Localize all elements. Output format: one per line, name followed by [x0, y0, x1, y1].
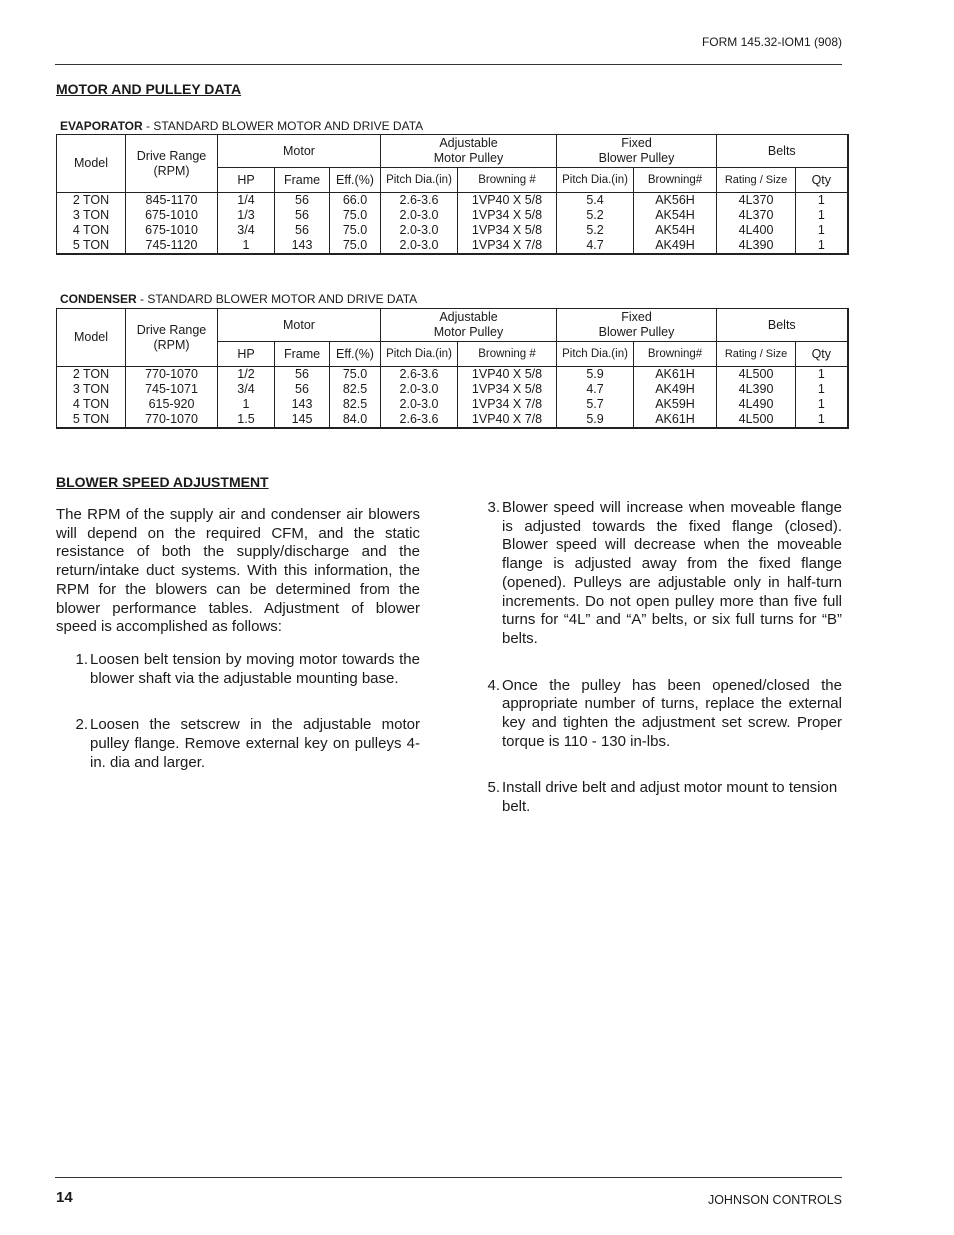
col-adjustable-pulley	[381, 135, 557, 168]
table-row	[57, 397, 848, 412]
cell-hp: 1	[218, 397, 275, 412]
col-fixed-pulley-line2: Blower Pulley	[598, 151, 675, 165]
col-adjustable-pulley	[381, 309, 557, 342]
col-qty: Qty	[796, 168, 848, 193]
cell-qty: 1	[796, 208, 848, 223]
cell-qty: 1	[796, 238, 848, 254]
cell-drive-range: 745-1071	[126, 382, 218, 397]
table-row	[57, 382, 848, 397]
header-divider	[55, 64, 842, 65]
page-number: 14	[56, 1189, 73, 1206]
col-drive-range	[126, 135, 218, 193]
cell-browning-adj: 1VP40 X 5/8	[458, 367, 557, 383]
cell-browning-fixed: AK54H	[634, 223, 717, 238]
cell-hp: 1/3	[218, 208, 275, 223]
cell-pitch-dia-fixed: 5.9	[557, 412, 634, 428]
table-row	[57, 238, 848, 254]
cell-hp: 3/4	[218, 382, 275, 397]
cell-model: 2 TON	[57, 193, 126, 209]
cell-hp: 1/2	[218, 367, 275, 383]
cell-pitch-dia-fixed: 5.9	[557, 367, 634, 383]
cell-qty: 1	[796, 223, 848, 238]
cell-pitch-dia-adj: 2.0-3.0	[381, 397, 458, 412]
form-id: FORM 145.32-IOM1 (908)	[701, 35, 842, 49]
cell-eff: 75.0	[330, 208, 381, 223]
cell-model: 5 TON	[57, 238, 126, 254]
cell-rating-size: 4L390	[717, 382, 796, 397]
cell-pitch-dia-adj: 2.0-3.0	[381, 382, 458, 397]
right-column	[484, 499, 842, 817]
cell-drive-range: 770-1070	[126, 412, 218, 428]
step-number: 2.	[75, 716, 88, 734]
col-motor: Motor	[218, 135, 381, 168]
cell-hp: 1	[218, 238, 275, 254]
condenser-table	[56, 308, 849, 429]
cell-rating-size: 4L370	[717, 193, 796, 209]
cell-pitch-dia-fixed: 4.7	[557, 238, 634, 254]
step-5	[484, 779, 842, 816]
cell-pitch-dia-fixed: 4.7	[557, 382, 634, 397]
cell-browning-adj: 1VP40 X 7/8	[458, 412, 557, 428]
cell-model: 3 TON	[57, 208, 126, 223]
cell-eff: 75.0	[330, 223, 381, 238]
cell-drive-range: 845-1170	[126, 193, 218, 209]
cell-drive-range: 770-1070	[126, 367, 218, 383]
col-hp: HP	[218, 168, 275, 193]
intro-paragraph: The RPM of the supply air and condenser air blowers will depend on the required CFM, and the static resistance of both the supply/discharge and the return/intake duct systems. With this information, the RPM for the blowers can be determined from the blower performance tables. Adjustment of blower speed is accomplished as follows:	[56, 506, 420, 636]
col-eff: Eff.(%)	[330, 168, 381, 193]
cell-model: 2 TON	[57, 367, 126, 383]
col-belts: Belts	[717, 309, 848, 342]
cell-browning-fixed: AK49H	[634, 238, 717, 254]
col-fixed-pulley-line2: Blower Pulley	[598, 325, 675, 339]
col-eff: Eff.(%)	[330, 342, 381, 367]
step-text: Install drive belt and adjust motor mount to tension belt.	[502, 779, 838, 816]
cell-pitch-dia-adj: 2.0-3.0	[381, 238, 458, 254]
cell-hp: 3/4	[218, 223, 275, 238]
cell-frame: 143	[275, 238, 330, 254]
cell-rating-size: 4L490	[717, 397, 796, 412]
col-adjustable-pulley-line1: Adjustable	[439, 136, 498, 150]
col-qty: Qty	[796, 342, 848, 367]
col-fixed-pulley	[557, 135, 717, 168]
evaporator-caption-rest: - STANDARD BLOWER MOTOR AND DRIVE DATA	[142, 119, 424, 133]
col-pitch-dia-fixed: Pitch Dia.(in)	[557, 168, 634, 193]
cell-pitch-dia-fixed: 5.2	[557, 208, 634, 223]
col-browning-fixed: Browning#	[634, 342, 717, 367]
cell-qty: 1	[796, 193, 848, 209]
cell-browning-adj: 1VP34 X 5/8	[458, 223, 557, 238]
cell-eff: 82.5	[330, 382, 381, 397]
section-title: MOTOR AND PULLEY DATA	[56, 81, 242, 97]
cell-frame: 56	[275, 208, 330, 223]
cell-frame: 145	[275, 412, 330, 428]
cell-browning-fixed: AK49H	[634, 382, 717, 397]
cell-qty: 1	[796, 397, 848, 412]
col-rating-size: Rating / Size	[717, 168, 796, 193]
cell-eff: 84.0	[330, 412, 381, 428]
step-text: Blower speed will increase when moveable flange is adjusted towards the fixed flange (closed). Blower speed will decrease when the moveable flange is adjusted away from the fixed flange (opened). Pulleys are adjustable only in half-turn increments. Do not open pulley more than five full turns for “4L” and “A” belts, or six full turns for “B” belts.	[502, 499, 842, 647]
step-3	[484, 499, 842, 649]
cell-browning-adj: 1VP34 X 7/8	[458, 397, 557, 412]
cell-browning-fixed: AK61H	[634, 412, 717, 428]
col-adjustable-pulley-line2: Motor Pulley	[433, 325, 504, 339]
table-row	[57, 412, 848, 428]
cell-rating-size: 4L400	[717, 223, 796, 238]
cell-browning-fixed: AK56H	[634, 193, 717, 209]
col-rating-size: Rating / Size	[717, 342, 796, 367]
step-4	[484, 677, 842, 752]
blower-section-title: BLOWER SPEED ADJUSTMENT	[56, 474, 269, 490]
cell-eff: 66.0	[330, 193, 381, 209]
step-number: 5.	[487, 779, 500, 797]
col-drive-range	[126, 309, 218, 367]
cell-drive-range: 615-920	[126, 397, 218, 412]
cell-pitch-dia-adj: 2.6-3.6	[381, 412, 458, 428]
cell-drive-range: 675-1010	[126, 208, 218, 223]
col-drive-range-label: Drive Range	[136, 148, 207, 163]
cell-frame: 56	[275, 367, 330, 383]
cell-drive-range: 675-1010	[126, 223, 218, 238]
col-drive-range-unit: (RPM)	[153, 163, 190, 178]
col-frame: Frame	[275, 168, 330, 193]
cell-frame: 56	[275, 382, 330, 397]
evaporator-caption-bold: EVAPORATOR	[60, 119, 143, 133]
cell-browning-adj: 1VP34 X 7/8	[458, 238, 557, 254]
col-belts: Belts	[717, 135, 848, 168]
cell-qty: 1	[796, 412, 848, 428]
cell-pitch-dia-fixed: 5.4	[557, 193, 634, 209]
cell-hp: 1/4	[218, 193, 275, 209]
company-name: JOHNSON CONTROLS	[707, 1193, 842, 1207]
cell-frame: 143	[275, 397, 330, 412]
col-fixed-pulley	[557, 309, 717, 342]
condenser-caption-bold: CONDENSER	[60, 292, 137, 306]
cell-eff: 75.0	[330, 367, 381, 383]
cell-hp: 1.5	[218, 412, 275, 428]
col-model: Model	[57, 309, 126, 367]
cell-pitch-dia-fixed: 5.7	[557, 397, 634, 412]
cell-model: 4 TON	[57, 397, 126, 412]
step-text: Loosen the setscrew in the adjustable motor pulley flange. Remove external key on pulleys 4-in. dia and larger.	[90, 716, 420, 771]
col-fixed-pulley-line1: Fixed	[621, 136, 652, 150]
table-row	[57, 367, 848, 383]
step-text: Loosen belt tension by moving motor towards the blower shaft via the adjustable mounting base.	[90, 650, 420, 687]
cell-browning-adj: 1VP40 X 5/8	[458, 193, 557, 209]
col-pitch-dia-adj: Pitch Dia.(in)	[381, 168, 458, 193]
step-number: 1.	[75, 650, 88, 668]
step-2	[56, 716, 420, 772]
cell-drive-range: 745-1120	[126, 238, 218, 254]
cell-qty: 1	[796, 367, 848, 383]
cell-pitch-dia-adj: 2.6-3.6	[381, 367, 458, 383]
evaporator-caption	[60, 119, 423, 133]
col-motor: Motor	[218, 309, 381, 342]
col-fixed-pulley-line1: Fixed	[621, 310, 652, 324]
cell-pitch-dia-adj: 2.6-3.6	[381, 193, 458, 209]
col-pitch-dia-fixed: Pitch Dia.(in)	[557, 342, 634, 367]
step-1	[56, 651, 420, 688]
step-text: Once the pulley has been opened/closed the appropriate number of turns, replace the external key and tighten the adjustment set screw. Proper torque is 110 - 130 in-lbs.	[502, 676, 842, 750]
col-hp: HP	[218, 342, 275, 367]
cell-browning-adj: 1VP34 X 5/8	[458, 208, 557, 223]
cell-model: 3 TON	[57, 382, 126, 397]
col-model: Model	[57, 135, 126, 193]
cell-rating-size: 4L500	[717, 367, 796, 383]
table-row	[57, 193, 848, 209]
col-drive-range-unit: (RPM)	[153, 337, 190, 352]
cell-frame: 56	[275, 193, 330, 209]
condenser-caption-rest: - STANDARD BLOWER MOTOR AND DRIVE DATA	[136, 292, 418, 306]
col-adjustable-pulley-line1: Adjustable	[439, 310, 498, 324]
cell-pitch-dia-adj: 2.0-3.0	[381, 223, 458, 238]
cell-browning-fixed: AK61H	[634, 367, 717, 383]
condenser-caption	[60, 292, 417, 306]
table-row	[57, 223, 848, 238]
cell-qty: 1	[796, 382, 848, 397]
cell-rating-size: 4L370	[717, 208, 796, 223]
cell-pitch-dia-adj: 2.0-3.0	[381, 208, 458, 223]
cell-eff: 75.0	[330, 238, 381, 254]
col-drive-range-label: Drive Range	[136, 322, 207, 337]
col-frame: Frame	[275, 342, 330, 367]
cell-eff: 82.5	[330, 397, 381, 412]
left-column	[56, 506, 420, 772]
cell-model: 5 TON	[57, 412, 126, 428]
step-number: 4.	[487, 676, 500, 694]
cell-pitch-dia-fixed: 5.2	[557, 223, 634, 238]
cell-rating-size: 4L390	[717, 238, 796, 254]
footer-divider	[55, 1177, 842, 1178]
col-browning-adj: Browning #	[458, 342, 557, 367]
step-number: 3.	[487, 499, 500, 516]
col-browning-adj: Browning #	[458, 168, 557, 193]
cell-browning-fixed: AK59H	[634, 397, 717, 412]
table-row	[57, 208, 848, 223]
cell-rating-size: 4L500	[717, 412, 796, 428]
evaporator-table	[56, 134, 849, 255]
col-browning-fixed: Browning#	[634, 168, 717, 193]
cell-frame: 56	[275, 223, 330, 238]
cell-browning-adj: 1VP34 X 5/8	[458, 382, 557, 397]
cell-browning-fixed: AK54H	[634, 208, 717, 223]
cell-model: 4 TON	[57, 223, 126, 238]
col-adjustable-pulley-line2: Motor Pulley	[433, 151, 504, 165]
col-pitch-dia-adj: Pitch Dia.(in)	[381, 342, 458, 367]
